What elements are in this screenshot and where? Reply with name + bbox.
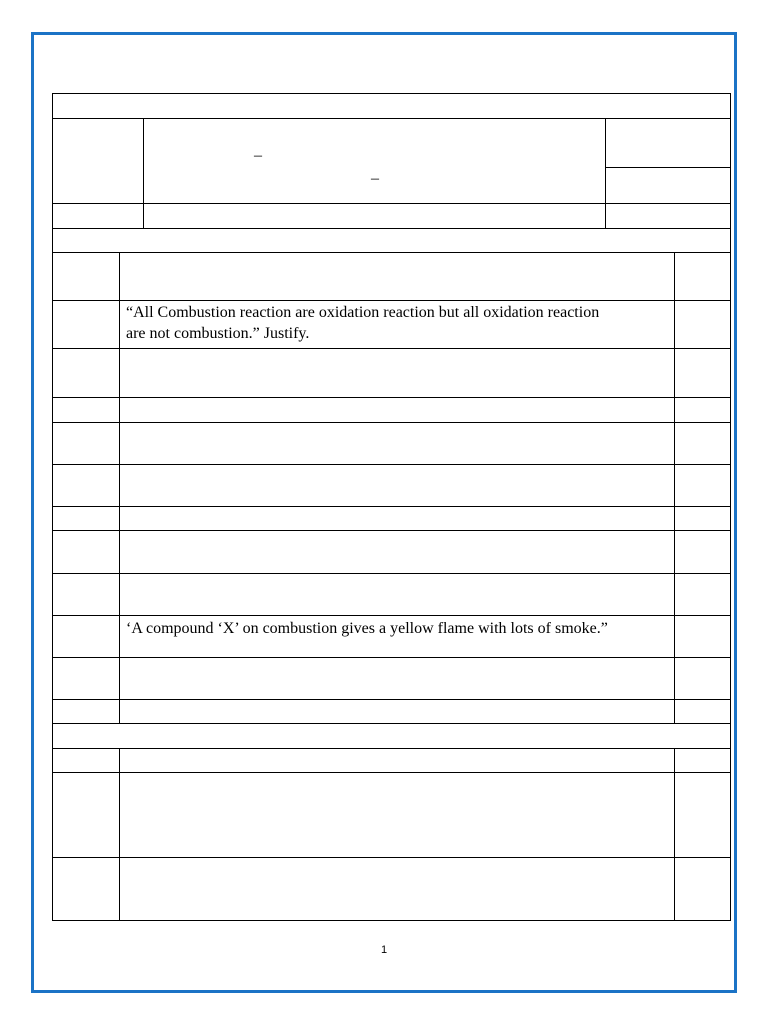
table-line (52, 252, 731, 253)
table-line (674, 748, 675, 921)
table-line (52, 464, 731, 465)
table-line (143, 118, 144, 228)
table-line (605, 167, 731, 168)
table-line (52, 506, 731, 507)
table-line (52, 857, 731, 858)
table-line (52, 348, 731, 349)
table-line (605, 118, 606, 228)
table-line (52, 699, 731, 700)
header-dash: – (371, 170, 379, 187)
table-line (52, 573, 731, 574)
table-line (52, 723, 731, 724)
page-border (31, 32, 737, 993)
table-line (52, 615, 731, 616)
question-text-line: ‘A compound ‘X’ on combustion gives a yellow flame with lots of smoke.” (126, 620, 608, 637)
header-dash: – (254, 147, 262, 164)
table-line (674, 252, 675, 724)
table-line (52, 300, 731, 301)
table-line (119, 252, 120, 724)
table-line (52, 118, 731, 119)
table-line (52, 397, 731, 398)
table-line (52, 530, 731, 531)
table-line (52, 920, 731, 921)
table-line (52, 93, 53, 921)
table-line (52, 748, 731, 749)
question-text-line: are not combustion.” Justify. (126, 325, 310, 342)
table-line (730, 93, 731, 921)
table-line (52, 772, 731, 773)
table-line (52, 203, 731, 204)
table-line (52, 657, 731, 658)
question-text-line: “All Combustion reaction are oxidation reaction but all oxidation reaction (126, 304, 600, 321)
page-number: 1 (380, 944, 388, 956)
table-line (52, 422, 731, 423)
table-line (52, 228, 731, 229)
table-line (119, 748, 120, 921)
table-line (52, 93, 731, 94)
